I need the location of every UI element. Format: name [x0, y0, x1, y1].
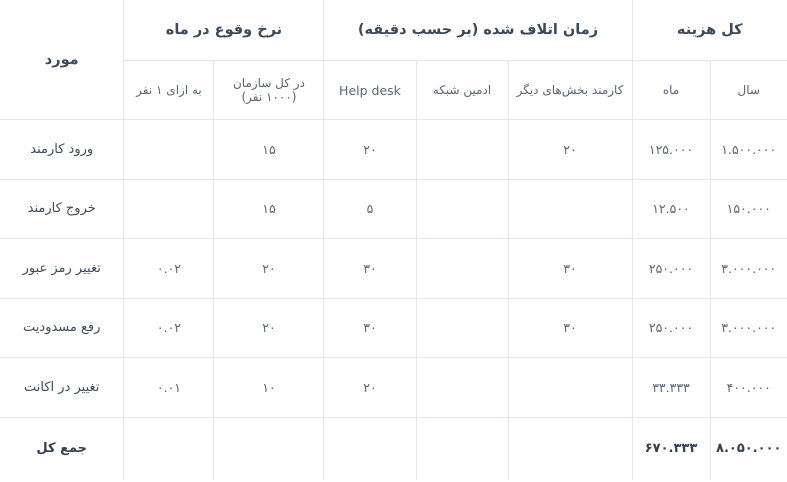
cell-year: ۱.۵۰۰.۰۰۰: [710, 120, 787, 180]
header-subject: مورد: [0, 0, 124, 120]
subheader-per-person: به ازای ۱ نفر: [124, 61, 214, 120]
table-row: [0, 120, 787, 180]
cell-other-units: [508, 179, 632, 239]
cell-subject: ورود کارمند: [0, 120, 124, 180]
total-cell-subject: جمع کل: [0, 417, 124, 480]
cell-per-person: [124, 179, 214, 239]
cell-help-desk: ۳۰: [324, 239, 416, 299]
total-cell-help-desk: [324, 417, 416, 480]
cell-month: ۱۲.۵۰۰: [632, 179, 710, 239]
subheader-network-admin: ادمین شبکه: [416, 61, 508, 120]
header-total-cost: کل هزینه: [632, 0, 787, 61]
cell-help-desk: ۲۰: [324, 120, 416, 180]
table-total-row: [0, 417, 787, 480]
subheader-whole-org: در کل سازمان (۱۰۰۰ نفر): [214, 61, 324, 120]
cell-per-person: [124, 120, 214, 180]
cell-per-person: ۰.۰۲: [124, 239, 214, 299]
cell-network-admin: [416, 358, 508, 418]
total-cell-network-admin: [416, 417, 508, 480]
header-time-wasted: زمان اتلاف شده (بر حسب دقیقه): [324, 0, 632, 61]
table-row: [0, 358, 787, 418]
cell-subject: خروج کارمند: [0, 179, 124, 239]
cell-month: ۲۵۰.۰۰۰: [632, 239, 710, 299]
header-rate-in-month: نرخ وقوع در ماه: [124, 0, 324, 61]
cell-whole-org: ۲۰: [214, 298, 324, 358]
cell-other-units: [508, 358, 632, 418]
table-header-group-row: [0, 0, 787, 61]
cell-network-admin: [416, 179, 508, 239]
cell-month: ۳۳.۳۳۳: [632, 358, 710, 418]
cell-subject: تغییر رمز عبور: [0, 239, 124, 299]
cell-other-units: ۳۰: [508, 298, 632, 358]
cell-per-person: ۰.۰۱: [124, 358, 214, 418]
cell-year: ۱۵۰.۰۰۰: [710, 179, 787, 239]
cell-other-units: ۲۰: [508, 120, 632, 180]
cell-year: ۳.۰۰۰.۰۰۰: [710, 298, 787, 358]
cell-help-desk: ۵: [324, 179, 416, 239]
cell-year: ۳.۰۰۰.۰۰۰: [710, 239, 787, 299]
cell-subject: تغییر در اکانت: [0, 358, 124, 418]
cell-network-admin: [416, 120, 508, 180]
total-cell-other-units: [508, 417, 632, 480]
total-cell-per-person: [124, 417, 214, 480]
cell-subject: رفع مسدودیت: [0, 298, 124, 358]
table-row: [0, 179, 787, 239]
cell-help-desk: ۳۰: [324, 298, 416, 358]
total-cell-whole-org: [214, 417, 324, 480]
total-cell-month: ۶۷۰.۳۳۳: [632, 417, 710, 480]
cell-help-desk: ۲۰: [324, 358, 416, 418]
cell-whole-org: ۲۰: [214, 239, 324, 299]
cell-whole-org: ۱۵: [214, 120, 324, 180]
subheader-year: سال: [710, 61, 787, 120]
cell-year: ۴۰۰.۰۰۰: [710, 358, 787, 418]
subheader-other-units: کارمند بخش‌های دیگر: [508, 61, 632, 120]
cell-network-admin: [416, 239, 508, 299]
cell-other-units: ۳۰: [508, 239, 632, 299]
total-cell-year: ۸.۰۵۰.۰۰۰: [710, 417, 787, 480]
cell-per-person: ۰.۰۲: [124, 298, 214, 358]
cell-month: ۱۲۵.۰۰۰: [632, 120, 710, 180]
cell-whole-org: ۱۰: [214, 358, 324, 418]
cell-whole-org: ۱۵: [214, 179, 324, 239]
table-row: [0, 298, 787, 358]
cell-month: ۲۵۰.۰۰۰: [632, 298, 710, 358]
subheader-month: ماه: [632, 61, 710, 120]
subheader-help-desk: Help desk: [324, 61, 416, 120]
table-row: [0, 239, 787, 299]
cell-network-admin: [416, 298, 508, 358]
